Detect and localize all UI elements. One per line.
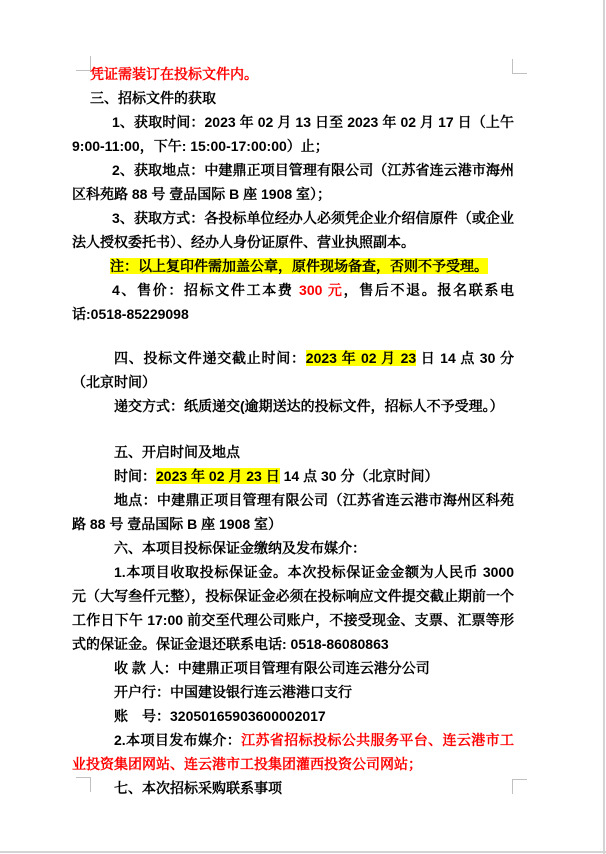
acquisition-place — [72, 158, 514, 206]
text-segment: 2、获取地点：中建鼎正项目管理有限公司（江苏省连云港市海州区科苑路 88 号 壹品国际 B 座 1908 室）； — [72, 162, 514, 202]
text-segment: 账 号：32050165903600002017 — [114, 708, 326, 724]
section-6-heading — [72, 536, 514, 560]
binding-note — [72, 62, 514, 86]
text-segment: 日 14 点 30 分（北京时间） — [72, 350, 514, 390]
text-segment: 地点：中建鼎正项目管理有限公司（江苏省连云港市海州区科苑路 88 号 壹品国际 B 座 1908 室） — [72, 492, 514, 532]
text-segment: ，售后不退。报名联系电话:0518-85229098 — [72, 282, 515, 322]
text-segment: 4、售价：招标文件工本费 — [112, 282, 300, 298]
text-segment: 收 款 人：中建鼎正项目管理有限公司连云港分公司 — [114, 660, 430, 676]
text-segment: 五、开启时间及地点 — [114, 444, 240, 460]
opening-time — [72, 464, 514, 488]
copy-stamp-note — [72, 254, 514, 278]
account-line — [72, 704, 514, 728]
text-segment: 2023 年 02 月 23 日 — [156, 468, 280, 484]
opening-place — [72, 488, 514, 536]
page-edge-bottom — [0, 851, 606, 853]
text-segment: 开户行：中国建设银行连云港港口支行 — [114, 684, 352, 700]
text-segment: 七、本次招标采购联系事项 — [114, 780, 282, 796]
payee-line — [72, 656, 514, 680]
text-segment: 江苏省招标投标公共服务平台、连云港市工业投资集团网站、连云港市工投集团灌西投资公司网站； — [72, 732, 514, 772]
text-segment: 14 点 30 分（北京时间） — [279, 468, 439, 484]
price-line — [72, 278, 514, 326]
bank-line — [72, 680, 514, 704]
text-segment: 递交方式：纸质递交(逾期送达的投标文件，招标人不予受理。） — [114, 398, 504, 414]
text-segment: 四、投标文件递交截止时间： — [114, 350, 306, 366]
text-segment: 2.本项目发布媒介： — [114, 732, 242, 748]
text-boundary-mark-bottom-right — [512, 779, 527, 794]
document-text-area[interactable] — [72, 62, 514, 800]
deposit-details — [72, 560, 514, 656]
delivery-method — [72, 394, 514, 418]
acquisition-method — [72, 206, 514, 254]
section-5-heading — [72, 440, 514, 464]
section-7-heading — [72, 776, 514, 800]
text-segment: 2023 年 02 月 23 — [305, 350, 417, 366]
text-segment: 六、本项目投标保证金缴纳及发布媒介： — [114, 540, 366, 556]
text-segment: 凭证需装订在投标文件内。 — [90, 66, 258, 82]
section-3-heading — [72, 86, 514, 110]
submission-deadline — [72, 346, 514, 394]
text-segment: 三、招标文件的获取 — [90, 90, 216, 106]
page-edge-right — [603, 0, 605, 854]
text-segment: 3、获取方式：各投标单位经办人必须凭企业介绍信原件（或企业法人授权委托书）、经办人身份证原件、营业执照副本。 — [72, 210, 514, 250]
text-segment: 注：以上复印件需加盖公章，原件现场备查，否则不予受理。 — [110, 258, 488, 274]
text-segment: 时间： — [114, 468, 156, 484]
media-line — [72, 728, 514, 776]
text-segment: 1、获取时间：2023 年 02 月 13 日至 2023 年 02 月 17 日（上午 9:00-11:00，下午: 15:00-17:00:00）止； — [72, 114, 514, 154]
acquisition-time — [72, 110, 514, 158]
text-boundary-mark-top-right — [512, 59, 527, 74]
text-segment: 1.本项目收取投标保证金。本次投标保证金金额为人民币 3000 元（大写叁仟元整），投标保证金必须在投标响应文件提交截止期前一个工作日下午 17:00 前交至代理公司账户，不接受现金、支票、汇票等形式的保证金。保证金退还联系电话: 0518-86080863 — [72, 564, 514, 652]
text-segment: 300 元 — [299, 282, 344, 298]
